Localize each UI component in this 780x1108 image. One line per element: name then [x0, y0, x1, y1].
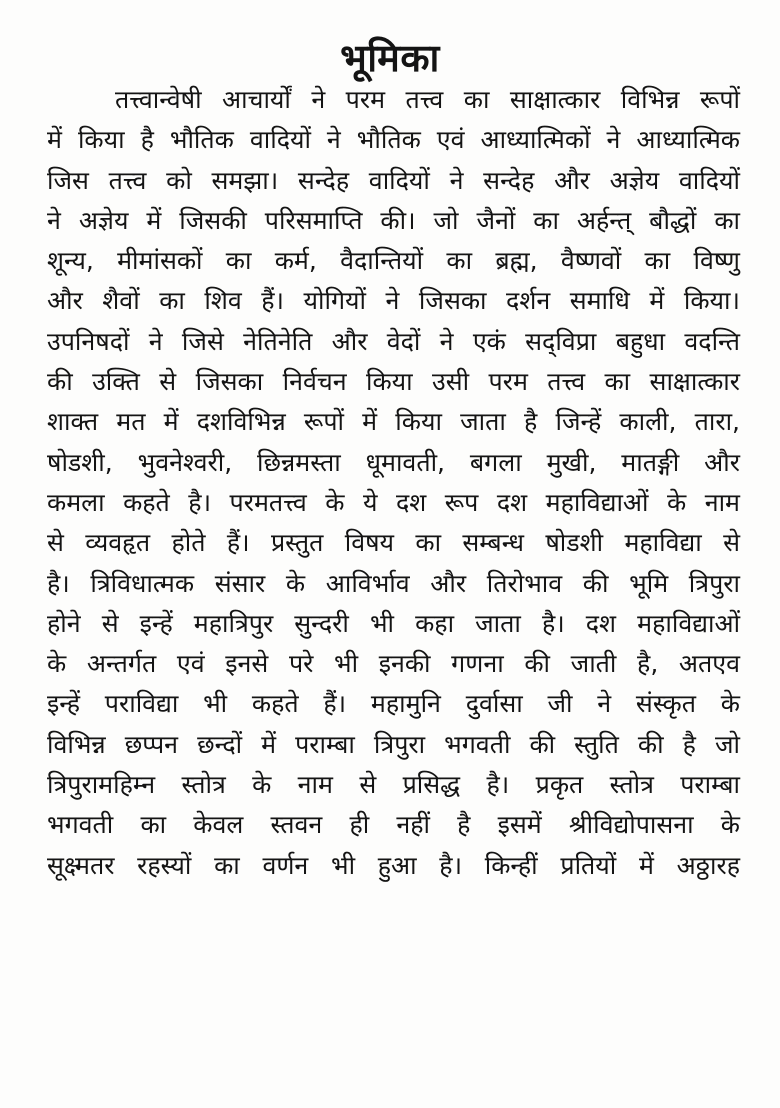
text-line-4: ने अज्ञेय में जिसकी परिसमाप्ति की। जो जैनों का अर्हन्त् बौद्धों का: [47, 205, 740, 235]
text-line-19: भगवती का केवल स्तवन ही नहीं है इसमें श्रीविद्योपासना के: [47, 810, 740, 840]
text-line-2: में किया है भौतिक वादियों ने भौतिक एवं आध्यात्मिकों ने आध्यात्मिक: [47, 125, 740, 155]
text-line-15: के अन्तर्गत एवं इनसे परे भी इनकी गणना की जाती है, अतएव: [47, 649, 740, 679]
text-line-3: जिस तत्त्व को समझा। सन्देह वादियों ने सन्देह और अज्ञेय वादियों: [47, 165, 740, 195]
text-line-16: इन्हें पराविद्या भी कहते हैं। महामुनि दुर्वासा जी ने संस्कृत के: [47, 689, 740, 719]
body-paragraph: [47, 80, 740, 886]
text-line-20: सूक्ष्मतर रहस्यों का वर्णन भी हुआ है। किन्हीं प्रतियों में अठ्ठारह: [47, 850, 740, 880]
text-line-6: और शैवों का शिव हैं। योगियों ने जिसका दर्शन समाधि में किया।: [47, 286, 740, 316]
text-line-5: शून्य, मीमांसकों का कर्म, वैदान्तियों का ब्रह्म, वैष्णवों का विष्णु: [47, 246, 740, 276]
text-line-9: शाक्त मत में दशविभिन्न रूपों में किया जाता है जिन्हें काली, तारा,: [47, 407, 740, 437]
text-line-18: त्रिपुरामहिम्न स्तोत्र के नाम से प्रसिद्ध है। प्रकृत स्तोत्र पराम्बा: [47, 770, 740, 800]
text-line-14: होने से इन्हें महात्रिपुर सुन्दरी भी कहा जाता है। दश महाविद्याओं: [47, 608, 740, 638]
text-line-8: की उक्ति से जिसका निर्वचन किया उसी परम तत्त्व का साक्षात्कार: [47, 367, 740, 397]
text-line-10: षोडशी, भुवनेश्वरी, छिन्नमस्ता धूमावती, बगला मुखी, मातङ्गी और: [47, 447, 740, 477]
text-line-11: कमला कहते है। परमतत्त्व के ये दश रूप दश महाविद्याओं के नाम: [47, 487, 740, 517]
text-line-13: है। त्रिविधात्मक संसार के आविर्भाव और तिरोभाव की भूमि त्रिपुरा: [47, 568, 740, 598]
page-title: भूमिका: [340, 36, 440, 81]
text-line-1: तत्त्वान्वेषी आचार्यों ने परम तत्त्व का साक्षात्कार विभिन्न रूपों: [115, 85, 740, 114]
text-line-7: उपनिषदों ने जिसे नेतिनेति और वेदों ने एकं सद्‌विप्रा बहुधा वदन्ति: [47, 326, 740, 356]
text-line-17: विभिन्न छप्पन छन्दों में पराम्बा त्रिपुरा भगवती की स्तुति की है जो: [47, 729, 740, 759]
text-line-12: से व्यवहृत होते हैं। प्रस्तुत विषय का सम्बन्ध षोडशी महाविद्या से: [47, 528, 740, 558]
